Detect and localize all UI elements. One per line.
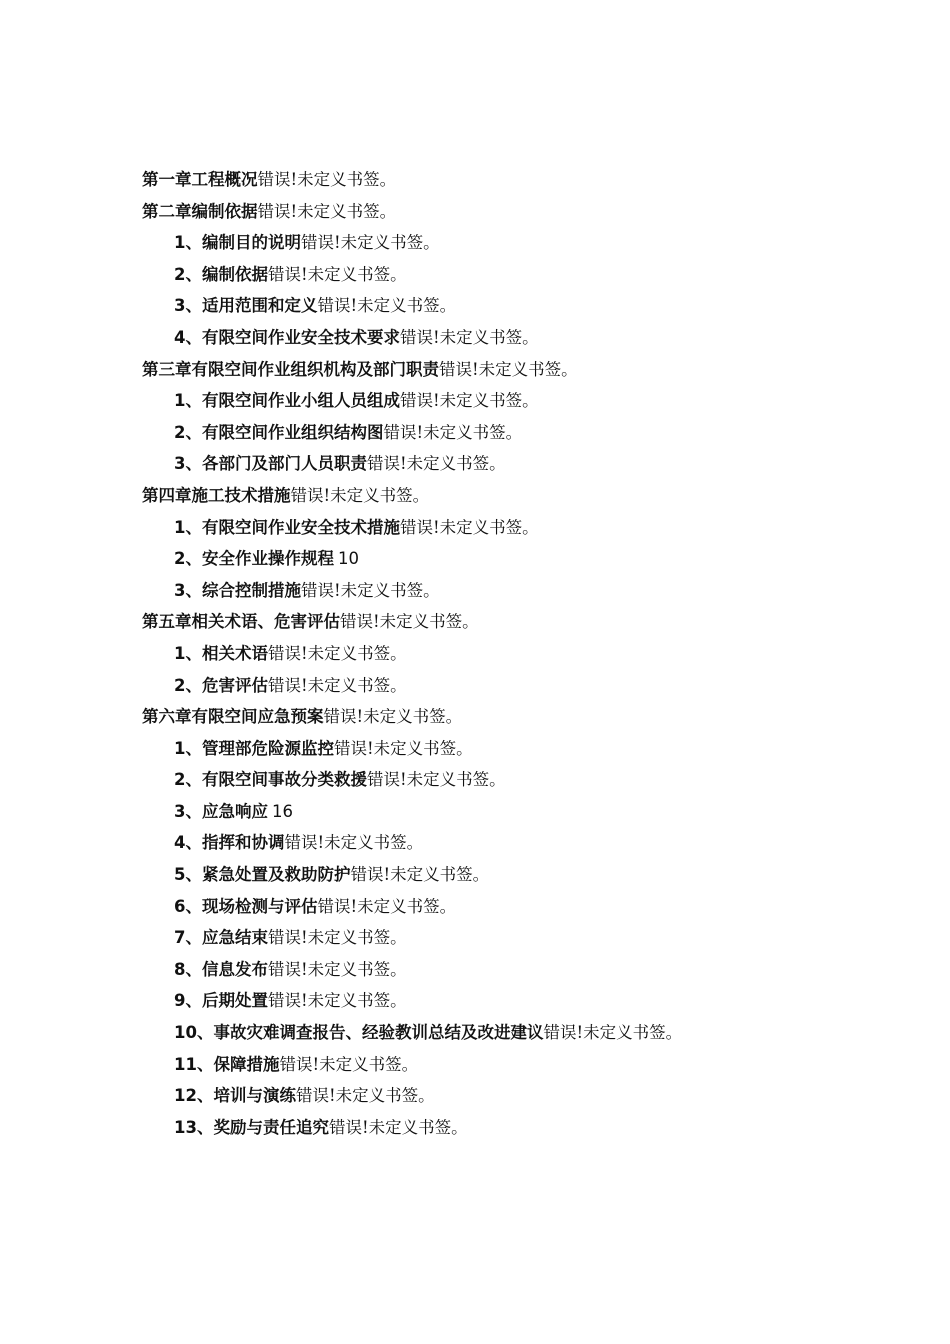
- toc-entry-bookmark-error: 错误!未定义书签。: [399, 517, 539, 537]
- toc-entry-title: 7、应急结束: [174, 928, 268, 948]
- toc-chapter-0[interactable]: [0, 164, 950, 196]
- toc-entry-title: 2、编制依据: [174, 264, 268, 284]
- toc-entry-bookmark-error: 错误!未定义书签。: [317, 296, 457, 316]
- toc-entry-bookmark-error: 错误!未定义书签。: [267, 643, 407, 663]
- toc-entry-title: 2、有限空间作业组织结构图: [174, 422, 384, 442]
- toc-section-13[interactable]: [0, 575, 950, 607]
- toc-entry-bookmark-error: 错误!未定义书签。: [399, 327, 539, 347]
- toc-entry-title: 第六章有限空间应急预案: [142, 707, 324, 727]
- toc-entry-bookmark-error: 错误!未定义书签。: [267, 991, 407, 1011]
- toc-entry-title: 5、紧急处置及救助防护: [174, 865, 351, 885]
- toc-entry-bookmark-error: 错误!未定义书签。: [257, 170, 397, 189]
- toc-section-22[interactable]: [0, 859, 950, 891]
- toc-section-21[interactable]: [0, 827, 950, 859]
- table-of-contents: [0, 164, 950, 1143]
- toc-entry-title: 3、适用范围和定义: [174, 296, 318, 316]
- toc-entry-title: 第四章施工技术措施: [142, 485, 291, 505]
- toc-entry-title: 8、信息发布: [174, 959, 268, 979]
- toc-entry-title: 3、综合控制措施: [174, 580, 301, 600]
- toc-entry-bookmark-error: 错误!未定义书签。: [399, 391, 539, 411]
- toc-entry-title: 6、现场检测与评估: [174, 896, 318, 916]
- toc-section-8[interactable]: [0, 417, 950, 449]
- toc-entry-bookmark-error: 错误!未定义书签。: [383, 422, 523, 442]
- toc-section-28[interactable]: [0, 1049, 950, 1081]
- toc-entry-title: 第三章有限空间作业组织机构及部门职责: [142, 359, 439, 379]
- toc-entry-bookmark-error: 错误!未定义书签。: [267, 928, 407, 948]
- toc-entry-title: 3、各部门及部门人员职责: [174, 454, 367, 474]
- toc-entry-title: 第一章工程概况: [142, 170, 258, 189]
- toc-section-23[interactable]: [0, 891, 950, 923]
- toc-section-29[interactable]: [0, 1080, 950, 1112]
- toc-chapter-17[interactable]: [0, 701, 950, 733]
- toc-entry-bookmark-error: 错误!未定义书签。: [340, 612, 479, 632]
- toc-entry-bookmark-error: 错误!未定义书签。: [366, 454, 506, 474]
- toc-entry-bookmark-error: 错误!未定义书签。: [267, 959, 407, 979]
- toc-entry-title: 9、后期处置: [174, 991, 268, 1011]
- toc-entry-title: 13、奖励与责任追究: [174, 1117, 329, 1137]
- toc-section-18[interactable]: [0, 733, 950, 765]
- toc-entry-bookmark-error: 错误!未定义书签。: [333, 738, 473, 758]
- toc-section-7[interactable]: [0, 385, 950, 417]
- toc-entry-bookmark-error: 错误!未定义书签。: [328, 1117, 468, 1137]
- toc-entry-bookmark-error: 错误!未定义书签。: [350, 865, 490, 885]
- toc-section-16[interactable]: [0, 670, 950, 702]
- toc-section-3[interactable]: [0, 259, 950, 291]
- toc-section-27[interactable]: [0, 1017, 950, 1049]
- toc-chapter-6[interactable]: [0, 354, 950, 386]
- toc-section-26[interactable]: [0, 985, 950, 1017]
- toc-section-25[interactable]: [0, 954, 950, 986]
- toc-entry-title: 第二章编制依据: [142, 201, 258, 221]
- toc-entry-bookmark-error: 错误!未定义书签。: [290, 485, 430, 505]
- toc-section-15[interactable]: [0, 638, 950, 670]
- toc-entry-title: 10、事故灾难调查报告、经验教训总结及改进建议: [174, 1023, 544, 1043]
- toc-entry-title: 12、培训与演练: [174, 1086, 296, 1106]
- toc-entry-page-number: 10: [337, 549, 359, 569]
- toc-entry-bookmark-error: 错误!未定义书签。: [295, 1086, 435, 1106]
- toc-entry-title: 第五章相关术语、危害评估: [142, 612, 340, 632]
- toc-entry-bookmark-error: 错误!未定义书签。: [279, 1054, 419, 1074]
- toc-entry-bookmark-error: 错误!未定义书签。: [366, 770, 506, 790]
- toc-entry-title: 11、保障措施: [174, 1054, 280, 1074]
- toc-entry-bookmark-error: 错误!未定义书签。: [317, 896, 457, 916]
- toc-section-12[interactable]: [0, 543, 950, 575]
- toc-entry-bookmark-error: 错误!未定义书签。: [267, 264, 407, 284]
- toc-chapter-1[interactable]: [0, 196, 950, 228]
- toc-entry-bookmark-error: 错误!未定义书签。: [439, 359, 578, 379]
- toc-chapter-14[interactable]: [0, 606, 950, 638]
- toc-entry-bookmark-error: 错误!未定义书签。: [284, 833, 424, 853]
- toc-section-20[interactable]: [0, 796, 950, 828]
- toc-entry-title: 1、有限空间作业小组人员组成: [174, 391, 400, 411]
- toc-entry-bookmark-error: 错误!未定义书签。: [323, 707, 463, 727]
- toc-entry-bookmark-error: 错误!未定义书签。: [543, 1023, 683, 1043]
- toc-section-9[interactable]: [0, 448, 950, 480]
- toc-section-19[interactable]: [0, 764, 950, 796]
- toc-entry-bookmark-error: 错误!未定义书签。: [300, 580, 440, 600]
- toc-section-24[interactable]: [0, 922, 950, 954]
- toc-section-30[interactable]: [0, 1112, 950, 1144]
- toc-entry-title: 1、有限空间作业安全技术措施: [174, 517, 400, 537]
- toc-entry-title: 4、指挥和协调: [174, 833, 285, 853]
- toc-section-5[interactable]: [0, 322, 950, 354]
- toc-entry-title: 2、危害评估: [174, 675, 268, 695]
- toc-entry-title: 1、相关术语: [174, 643, 268, 663]
- toc-chapter-10[interactable]: [0, 480, 950, 512]
- toc-entry-bookmark-error: 错误!未定义书签。: [267, 675, 407, 695]
- toc-entry-title: 4、有限空间作业安全技术要求: [174, 327, 400, 347]
- toc-entry-page-number: 16: [271, 801, 293, 821]
- toc-entry-title: 1、编制目的说明: [174, 233, 301, 253]
- toc-entry-bookmark-error: 错误!未定义书签。: [300, 233, 440, 253]
- toc-entry-title: 3、应急响应: [174, 801, 268, 821]
- toc-section-2[interactable]: [0, 227, 950, 259]
- toc-entry-bookmark-error: 错误!未定义书签。: [257, 201, 397, 221]
- toc-entry-title: 2、有限空间事故分类救援: [174, 770, 367, 790]
- toc-entry-title: 1、管理部危险源监控: [174, 738, 334, 758]
- toc-entry-title: 2、安全作业操作规程: [174, 549, 334, 569]
- toc-section-4[interactable]: [0, 290, 950, 322]
- toc-section-11[interactable]: [0, 512, 950, 544]
